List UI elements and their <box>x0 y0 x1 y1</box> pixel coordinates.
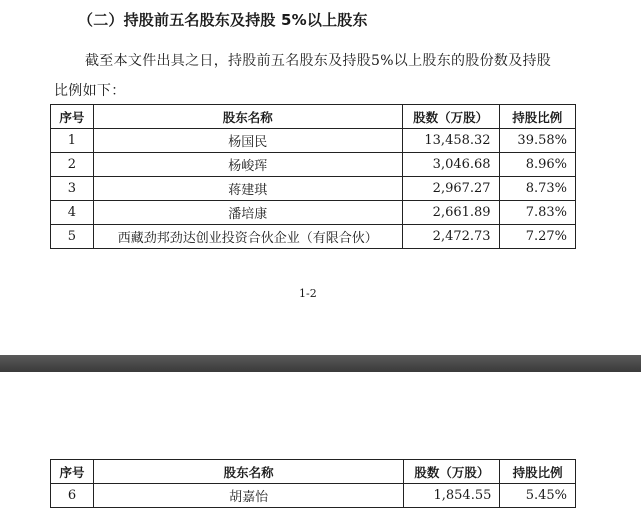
header-shares: 股数（万股） <box>404 460 500 484</box>
cell-shareholder-name: 西藏劲邦劲达创业投资合伙企业（有限合伙） <box>93 225 402 249</box>
cell-ratio: 5.45% <box>500 484 576 508</box>
cell-shares: 1,854.55 <box>404 484 500 508</box>
cell-shares: 3,046.68 <box>402 153 499 177</box>
cell-shareholder-name: 杨国民 <box>93 129 402 153</box>
shareholders-table-continued <box>50 459 576 508</box>
intro-paragraph-line-2: 比例如下： <box>54 83 126 99</box>
header-ratio: 持股比例 <box>499 105 575 129</box>
intro-paragraph-line-1: 截至本文件出具之日，持股前五名股东及持股5%以上股东的股份数及持股 <box>85 53 552 69</box>
table-row <box>51 225 576 249</box>
table-header-row <box>51 460 576 484</box>
cell-ratio: 8.96% <box>499 153 575 177</box>
cell-serial-no: 1 <box>51 129 94 153</box>
header-shareholder-name: 股东名称 <box>94 460 404 484</box>
cell-shareholder-name: 蒋建琪 <box>93 177 402 201</box>
table-row <box>51 201 576 225</box>
cell-ratio: 39.58% <box>499 129 575 153</box>
cell-shares: 2,472.73 <box>402 225 499 249</box>
cell-serial-no: 4 <box>51 201 94 225</box>
header-ratio: 持股比例 <box>500 460 576 484</box>
cell-ratio: 8.73% <box>499 177 575 201</box>
cell-shareholder-name: 胡嘉怡 <box>94 484 404 508</box>
cell-ratio: 7.27% <box>499 225 575 249</box>
shareholders-table <box>50 104 576 249</box>
cell-ratio: 7.83% <box>499 201 575 225</box>
page-number: 1-2 <box>299 287 317 300</box>
cell-shareholder-name: 杨峻珲 <box>93 153 402 177</box>
header-shares: 股数（万股） <box>402 105 499 129</box>
table-row <box>51 129 576 153</box>
table-row <box>51 177 576 201</box>
section-heading: （二）持股前五名股东及持股 5%以上股东 <box>78 11 368 29</box>
table-row <box>51 153 576 177</box>
table-row <box>51 484 576 508</box>
header-shareholder-name: 股东名称 <box>93 105 402 129</box>
header-serial-no: 序号 <box>51 460 94 484</box>
cell-shares: 2,967.27 <box>402 177 499 201</box>
cell-shares: 13,458.32 <box>402 129 499 153</box>
page-separator <box>0 355 641 372</box>
cell-serial-no: 3 <box>51 177 94 201</box>
cell-serial-no: 5 <box>51 225 94 249</box>
cell-serial-no: 2 <box>51 153 94 177</box>
table-header-row <box>51 105 576 129</box>
cell-shareholder-name: 潘培康 <box>93 201 402 225</box>
cell-serial-no: 6 <box>51 484 94 508</box>
cell-shares: 2,661.89 <box>402 201 499 225</box>
header-serial-no: 序号 <box>51 105 94 129</box>
